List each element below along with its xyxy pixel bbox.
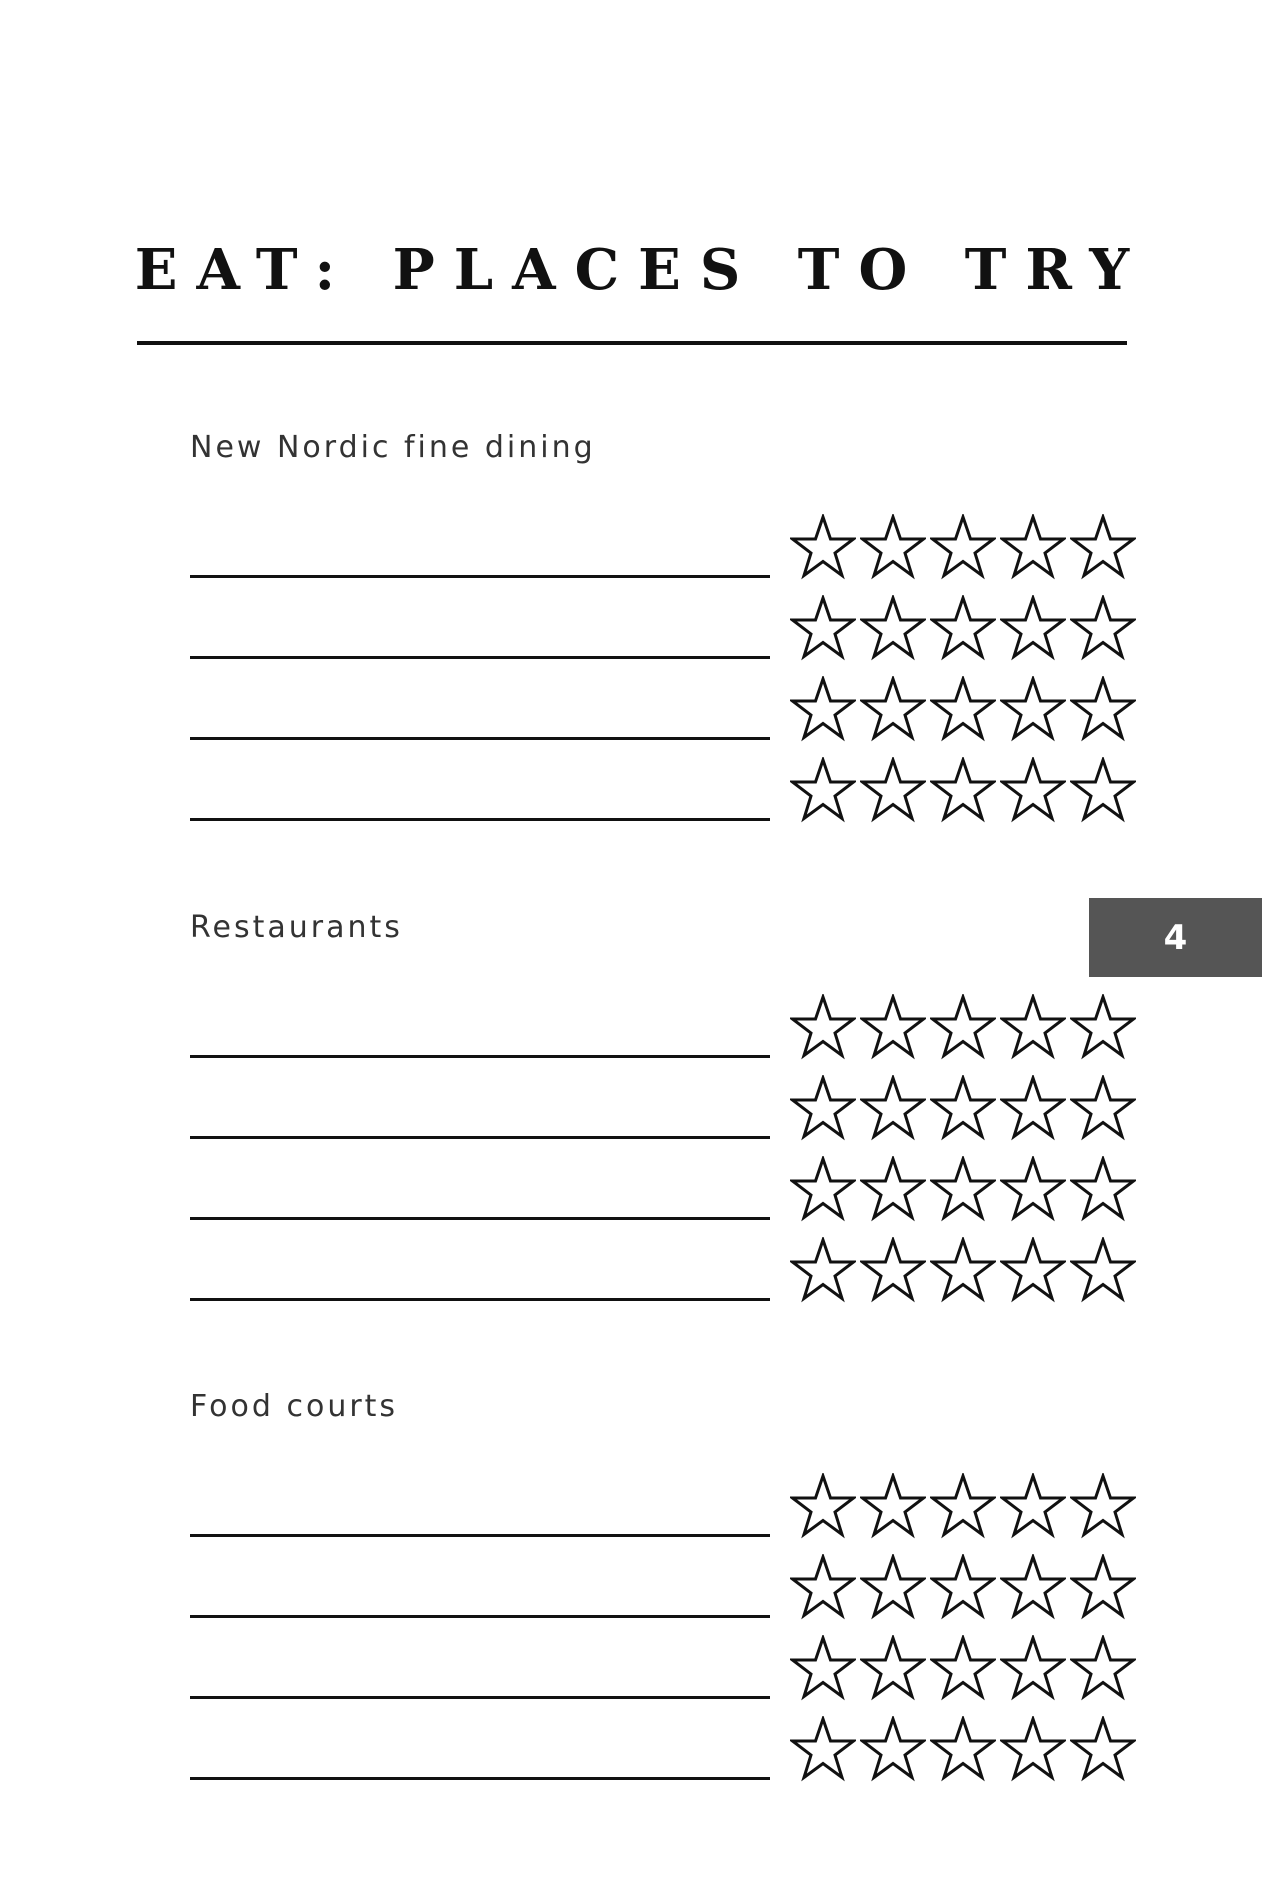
star-icon[interactable] [860, 514, 926, 580]
section-heading: New Nordic fine dining [190, 430, 596, 465]
star-icon[interactable] [790, 676, 856, 742]
entry-row [0, 751, 1264, 821]
star-icon[interactable] [930, 514, 996, 580]
star-icon[interactable] [1070, 1635, 1136, 1701]
star-icon[interactable] [1000, 514, 1066, 580]
star-rating[interactable] [790, 994, 1140, 1060]
page-number: 4 [1163, 917, 1188, 958]
star-icon[interactable] [1070, 676, 1136, 742]
star-icon[interactable] [1000, 757, 1066, 823]
star-icon[interactable] [930, 595, 996, 661]
star-icon[interactable] [860, 1075, 926, 1141]
star-rating[interactable] [790, 676, 1140, 742]
entry-row [0, 1467, 1264, 1537]
star-icon[interactable] [1000, 595, 1066, 661]
write-in-line[interactable] [190, 1534, 770, 1537]
write-in-line[interactable] [190, 1696, 770, 1699]
write-in-line[interactable] [190, 575, 770, 578]
write-in-line[interactable] [190, 1777, 770, 1780]
star-icon[interactable] [860, 1554, 926, 1620]
entry-row [0, 1069, 1264, 1139]
star-icon[interactable] [930, 1635, 996, 1701]
star-icon[interactable] [790, 757, 856, 823]
star-icon[interactable] [1070, 1473, 1136, 1539]
star-rating[interactable] [790, 1554, 1140, 1620]
write-in-line[interactable] [190, 1217, 770, 1220]
star-icon[interactable] [1000, 1237, 1066, 1303]
star-icon[interactable] [790, 514, 856, 580]
star-icon[interactable] [930, 1075, 996, 1141]
section-heading: Food courts [190, 1389, 399, 1424]
star-icon[interactable] [1000, 1473, 1066, 1539]
entry-row [0, 1231, 1264, 1301]
star-rating[interactable] [790, 595, 1140, 661]
star-icon[interactable] [790, 1554, 856, 1620]
star-icon[interactable] [1070, 1554, 1136, 1620]
star-icon[interactable] [930, 1237, 996, 1303]
star-icon[interactable] [860, 676, 926, 742]
star-icon[interactable] [1070, 514, 1136, 580]
star-icon[interactable] [860, 994, 926, 1060]
star-icon[interactable] [1070, 1075, 1136, 1141]
star-rating[interactable] [790, 757, 1140, 823]
write-in-line[interactable] [190, 1055, 770, 1058]
star-icon[interactable] [860, 1156, 926, 1222]
entry-row [0, 1710, 1264, 1780]
star-icon[interactable] [1070, 757, 1136, 823]
star-icon[interactable] [1070, 1237, 1136, 1303]
entry-row [0, 988, 1264, 1058]
star-icon[interactable] [1070, 994, 1136, 1060]
star-rating[interactable] [790, 1156, 1140, 1222]
star-icon[interactable] [790, 1635, 856, 1701]
star-icon[interactable] [860, 1237, 926, 1303]
entry-row [0, 670, 1264, 740]
star-icon[interactable] [930, 1156, 996, 1222]
star-rating[interactable] [790, 1716, 1140, 1782]
page-title: EAT: PLACES TO TRY [134, 236, 1149, 303]
entry-row [0, 589, 1264, 659]
section-heading: Restaurants [190, 910, 403, 945]
entry-row [0, 1548, 1264, 1618]
star-icon[interactable] [860, 595, 926, 661]
star-icon[interactable] [790, 1075, 856, 1141]
write-in-line[interactable] [190, 656, 770, 659]
star-icon[interactable] [930, 994, 996, 1060]
star-icon[interactable] [930, 1554, 996, 1620]
star-icon[interactable] [790, 1473, 856, 1539]
star-rating[interactable] [790, 1075, 1140, 1141]
star-icon[interactable] [790, 1237, 856, 1303]
star-icon[interactable] [930, 757, 996, 823]
star-icon[interactable] [930, 1473, 996, 1539]
star-icon[interactable] [860, 1473, 926, 1539]
star-icon[interactable] [790, 1716, 856, 1782]
star-rating[interactable] [790, 1473, 1140, 1539]
star-icon[interactable] [930, 676, 996, 742]
star-rating[interactable] [790, 1635, 1140, 1701]
star-icon[interactable] [1000, 1156, 1066, 1222]
star-icon[interactable] [1000, 994, 1066, 1060]
star-icon[interactable] [860, 1716, 926, 1782]
star-rating[interactable] [790, 1237, 1140, 1303]
star-icon[interactable] [930, 1716, 996, 1782]
star-icon[interactable] [860, 1635, 926, 1701]
star-icon[interactable] [1000, 676, 1066, 742]
star-rating[interactable] [790, 514, 1140, 580]
star-icon[interactable] [1070, 1156, 1136, 1222]
star-icon[interactable] [790, 994, 856, 1060]
star-icon[interactable] [1000, 1554, 1066, 1620]
star-icon[interactable] [1000, 1075, 1066, 1141]
star-icon[interactable] [1070, 595, 1136, 661]
write-in-line[interactable] [190, 1136, 770, 1139]
entry-row [0, 508, 1264, 578]
entry-row [0, 1150, 1264, 1220]
title-divider [137, 341, 1127, 345]
write-in-line[interactable] [190, 1298, 770, 1301]
entry-row [0, 1629, 1264, 1699]
write-in-line[interactable] [190, 737, 770, 740]
write-in-line[interactable] [190, 1615, 770, 1618]
star-icon[interactable] [1070, 1716, 1136, 1782]
star-icon[interactable] [790, 595, 856, 661]
star-icon[interactable] [1000, 1716, 1066, 1782]
star-icon[interactable] [860, 757, 926, 823]
star-icon[interactable] [790, 1156, 856, 1222]
write-in-line[interactable] [190, 818, 770, 821]
page-number-badge [1089, 898, 1262, 977]
star-icon[interactable] [1000, 1635, 1066, 1701]
